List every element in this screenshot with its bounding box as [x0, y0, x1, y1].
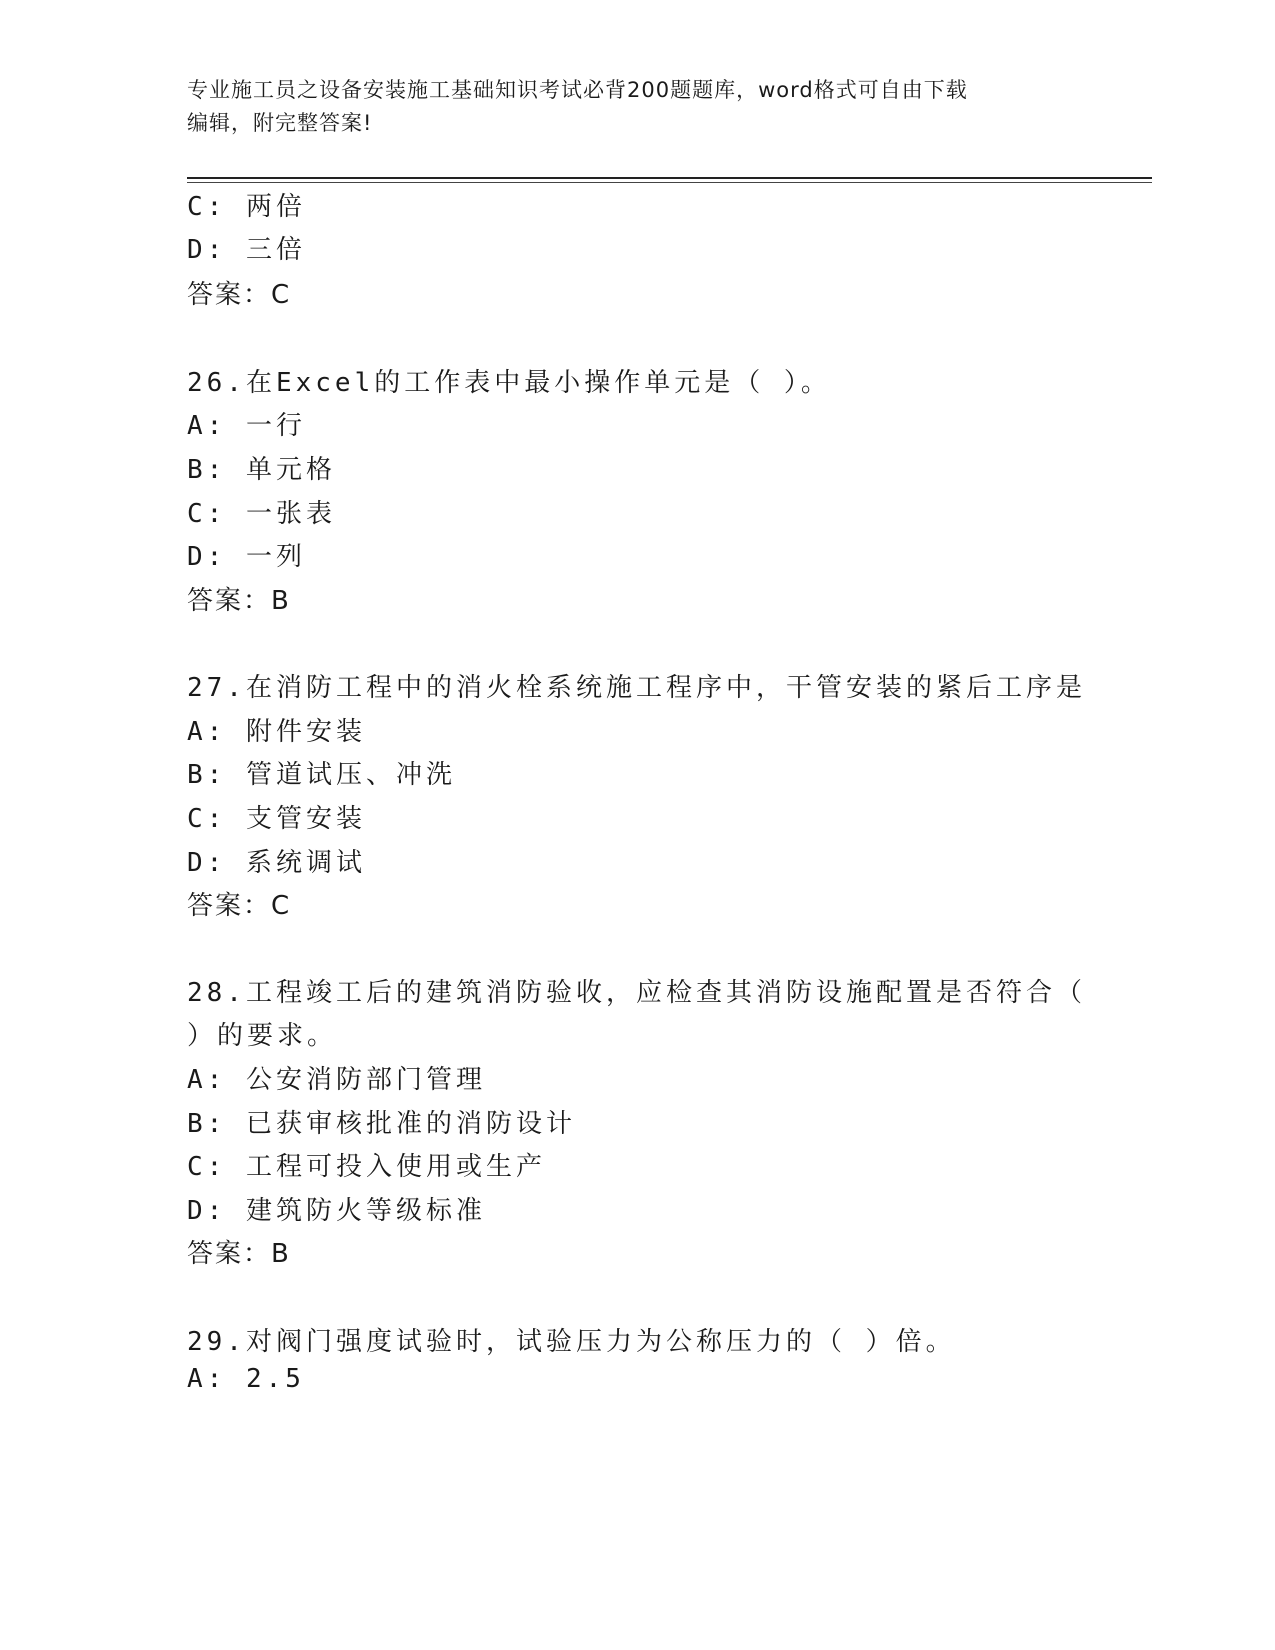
q27-question: 27.在消防工程中的消火栓系统施工程序中，干管安装的紧后工序是 [187, 673, 1086, 703]
q26-option-d: D: 一列 [187, 542, 306, 572]
header-divider-thick [187, 177, 1152, 179]
header-divider-thin [187, 182, 1152, 183]
q28-answer: 答案：B [187, 1239, 291, 1269]
q28-option-a: A: 公安消防部门管理 [187, 1065, 486, 1095]
q28-question-line-1: 28.工程竣工后的建筑消防验收，应检查其消防设施配置是否符合（ [187, 978, 1086, 1008]
q25-answer: 答案：C [187, 280, 292, 310]
q25-option-d: D: 三倍 [187, 235, 306, 265]
q26-option-a: A: 一行 [187, 411, 306, 441]
q25-option-c: C: 两倍 [187, 192, 306, 222]
q26-option-b: B: 单元格 [187, 455, 336, 485]
q27-option-b: B: 管道试压、冲洗 [187, 760, 456, 790]
q27-option-c: C: 支管安装 [187, 804, 366, 834]
q27-option-d: D: 系统调试 [187, 848, 366, 878]
q28-question-line-2: ）的要求。 [187, 1021, 338, 1051]
header-title-line-1: 专业施工员之设备安装施工基础知识考试必背200题题库，word格式可自由下载 [187, 78, 968, 102]
header-title-line-2: 编辑，附完整答案! [187, 111, 373, 135]
q27-answer: 答案：C [187, 891, 292, 921]
q28-option-c: C: 工程可投入使用或生产 [187, 1152, 546, 1182]
q28-option-d: D: 建筑防火等级标准 [187, 1196, 486, 1226]
q26-question: 26.在Excel的工作表中最小操作单元是（ ）。 [187, 368, 831, 398]
q26-answer: 答案：B [187, 586, 291, 616]
document-header [187, 74, 1087, 140]
q27-option-a: A: 附件安装 [187, 717, 366, 747]
q29-option-a: A: 2.5 [187, 1364, 305, 1394]
q28-option-b: B: 已获审核批准的消防设计 [187, 1109, 576, 1139]
q29-question: 29.对阀门强度试验时，试验压力为公称压力的（ ）倍。 [187, 1327, 956, 1357]
q26-option-c: C: 一张表 [187, 499, 336, 529]
